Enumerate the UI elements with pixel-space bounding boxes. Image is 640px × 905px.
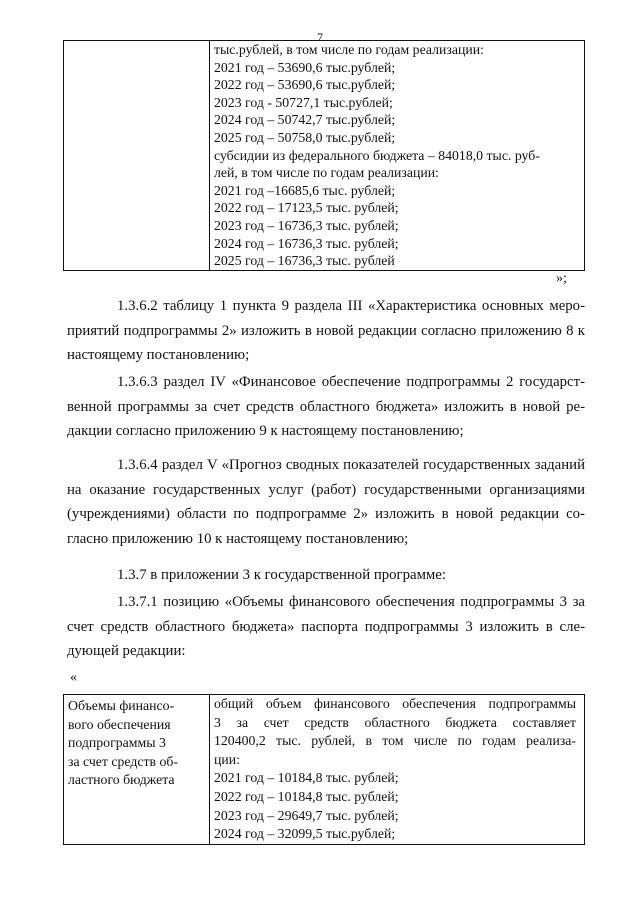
paragraph-line: 1.3.7.1 позицию «Объемы финансового обеспечения подпрограммы 3 за — [117, 594, 585, 610]
table-line: 2021 год – 53690,6 тыс.рублей; — [214, 59, 396, 75]
paragraph-1-3-7-1 — [67, 590, 585, 664]
table-cell-funding-details — [210, 41, 585, 271]
paragraph-1-3-7 — [67, 563, 585, 588]
table-line: тыс.рублей, в том числе по годам реализации: — [214, 42, 484, 57]
table-line: общий объем финансового обеспечения подпрограммы — [214, 696, 576, 711]
table-cell-empty — [64, 41, 210, 271]
paragraph-line: дующей редакции: — [67, 643, 186, 659]
paragraph-line: 1.3.6.4 раздел V «Прогноз сводных показателей государственных заданий — [117, 457, 585, 473]
paragraph-line: счет средств областного бюджета» паспорта подпрограммы 3 изложить в сле- — [67, 618, 585, 635]
subprogram-3-funding-table — [63, 694, 585, 845]
closing-quote: »; — [556, 271, 567, 286]
table-line: 2025 год – 16736,3 тыс. рублей — [214, 253, 395, 269]
table-line: ластного бюджета — [68, 772, 175, 788]
table-line: 2024 год – 32099,5 тыс.рублей; — [214, 826, 396, 842]
opening-quote: « — [70, 670, 77, 685]
paragraph-line: приятий подпрограммы 2» изложить в новой редакции согласно приложению 8 к — [67, 322, 585, 339]
table-line: 2022 год – 17123,5 тыс. рублей; — [214, 200, 399, 216]
table-line: 2021 год – 10184,8 тыс. рублей; — [214, 770, 399, 786]
table-cell-label — [64, 695, 210, 845]
table-line: Объемы финансо- — [68, 698, 175, 713]
paragraph-line: 1.3.6.2 таблицу 1 пункта 9 раздела III «Характеристика основных меро- — [117, 298, 585, 314]
paragraph-line: настоящему постановлению; — [67, 347, 250, 363]
paragraph-line: дакции согласно приложению 9 к настоящему постановлению; — [67, 423, 464, 439]
table-line: за счет средств об- — [68, 753, 179, 769]
paragraph-line: 1.3.7 в приложении 3 к государственной программе: — [117, 567, 446, 583]
table-line: 2023 год - 50727,1 тыс.рублей; — [214, 94, 393, 110]
table-line: 2024 год – 50742,7 тыс.рублей; — [214, 112, 396, 128]
table-line: лей, в том числе по годам реализации: — [214, 165, 439, 181]
table-line: 2021 год –16685,6 тыс. рублей; — [214, 182, 396, 198]
paragraph-line: на оказание государственных услуг (работ) государственными организациями — [67, 481, 585, 498]
table-line: подпрограммы 3 — [68, 735, 166, 751]
page-number: 7 — [317, 30, 323, 44]
table-line: 2022 год – 53690,6 тыс.рублей; — [214, 77, 396, 93]
table-line: 2023 год – 16736,3 тыс. рублей; — [214, 217, 399, 233]
table-line: 3 за счет средств областного бюджета составляет — [214, 714, 576, 730]
table-line: 2023 год – 29649,7 тыс. рублей; — [214, 807, 399, 823]
table-line: 2022 год – 10184,8 тыс. рублей; — [214, 788, 399, 804]
paragraph-1-3-6-3 — [67, 370, 585, 444]
table-line: вого обеспечения — [68, 716, 171, 732]
table-line: 2024 год – 16736,3 тыс. рублей; — [214, 235, 399, 251]
table-cell-funding-details — [210, 695, 585, 845]
paragraph-line: гласно приложению 10 к настоящему постановлению; — [67, 530, 409, 547]
table-line: ции: — [214, 751, 240, 767]
table-line: 2025 год – 50758,0 тыс.рублей; — [214, 129, 396, 145]
funding-table-continued — [63, 40, 585, 271]
paragraph-line: (учреждениями) области по подпрограмме 2» изложить в новой редакции со- — [67, 506, 585, 522]
table-line: субсидии из федерального бюджета – 84018,0 тыс. руб- — [214, 147, 540, 163]
paragraph-line: 1.3.6.3 раздел IV «Финансовое обеспечение подпрограммы 2 государст- — [117, 374, 585, 390]
paragraph-line: венной программы за счет средств областного бюджета» изложить в новой ре- — [67, 398, 585, 415]
paragraph-1-3-6-2 — [67, 294, 585, 368]
paragraph-1-3-6-4 — [67, 453, 585, 551]
table-line: 120400,2 тыс. рублей, в том числе по годам реализа- — [214, 733, 576, 749]
